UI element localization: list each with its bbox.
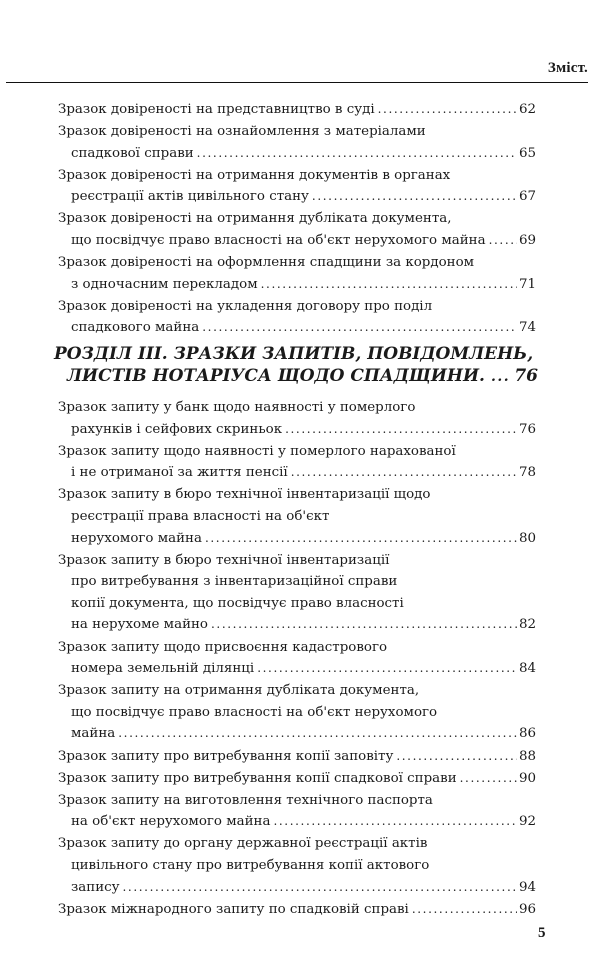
section-title-last-line	[54, 365, 538, 388]
toc-entry-text-line: запису	[71, 879, 120, 895]
toc-entry-text-line: що посвідчує право власності на об'єкт нерухомого	[71, 704, 438, 720]
dot-leader	[273, 811, 516, 833]
toc-entry[interactable]	[58, 397, 536, 440]
toc-entry-text-line: номера земельній ділянці	[71, 661, 255, 677]
toc-entry-page-number: 96	[518, 901, 536, 917]
toc-entry-text-line: Зразок запиту в бюро технічної інвентаризації	[58, 552, 390, 568]
toc-entry-text-line: реєстрації права власності на об'єкт	[71, 509, 330, 524]
toc-entry-text-line: Зразок міжнародного запиту по спадковій справі	[58, 901, 409, 917]
toc-entry-last-line	[58, 230, 536, 252]
section-title-line-2: ЛИСТІВ НОТАРІУСА ЩОДО СПАДЩИНИ.	[67, 366, 485, 387]
toc-entry-page-number: 74	[518, 320, 536, 336]
toc-entry-page-number: 78	[518, 465, 536, 481]
toc-entry[interactable]	[58, 441, 536, 484]
toc-entry-text-line: рахунків і сейфових скриньок	[71, 421, 283, 437]
toc-entry-text-line: з одночасним перекладом	[71, 276, 258, 292]
toc-entry[interactable]	[58, 99, 536, 121]
toc-entry-last-line	[58, 811, 536, 833]
dot-leader	[261, 274, 517, 296]
toc-entry-page-number: 67	[518, 189, 536, 205]
toc-entry-text-line: спадкового майна	[71, 320, 200, 336]
toc-entry-text-line: Зразок довіреності на отримання дубліката документа,	[58, 211, 452, 227]
toc-entry-text-line: про витребування з інвентаризаційної справи	[71, 574, 398, 590]
toc-entry-text-line: Зразок запиту у банк щодо наявності у померлого	[58, 400, 416, 416]
dot-leader	[197, 143, 517, 165]
toc-entry-last-line	[58, 614, 536, 636]
dot-leader	[378, 99, 517, 121]
dot-leader	[118, 723, 517, 745]
toc-entry-text-line: спадкової справи	[71, 145, 194, 161]
dot-leader	[123, 877, 517, 899]
dot-leader	[396, 746, 517, 768]
toc-entry-text-line: на нерухоме майно	[71, 617, 208, 633]
toc-entry[interactable]	[58, 790, 536, 833]
dot-leader	[489, 230, 517, 252]
dot-leader	[412, 899, 517, 921]
toc-entry-last-line	[58, 462, 536, 484]
toc-entry-text-line: Зразок довіреності на оформлення спадщини за кордоном	[58, 255, 475, 271]
toc-entry-text-line: Зразок довіреності на отримання документів в органах	[58, 167, 451, 183]
dot-leader	[460, 768, 517, 790]
toc-entry-last-line	[58, 746, 536, 768]
dot-leader	[202, 317, 517, 339]
toc-entry-text-line: Зразок запиту на виготовлення технічного паспорта	[58, 792, 433, 808]
dot-leader	[205, 528, 517, 550]
toc-entry-last-line	[58, 528, 536, 550]
toc-entry-text-line: Зразок довіреності на представництво в суді	[58, 102, 375, 117]
toc-entry[interactable]	[58, 252, 536, 295]
section-heading[interactable]	[54, 343, 538, 388]
toc-entry[interactable]	[58, 768, 536, 790]
toc-entry[interactable]	[58, 680, 536, 745]
toc-entry-text-line: що посвідчує право власності на об'єкт нерухомого майна	[71, 233, 486, 249]
toc-entry-text-line: на об'єкт нерухомого майна	[71, 814, 271, 830]
toc-entry[interactable]	[58, 296, 536, 339]
toc-entry-last-line	[58, 99, 536, 121]
table-of-contents	[54, 99, 538, 921]
toc-entry-text-line: Зразок запиту про витребування копії заповіту	[58, 748, 394, 764]
toc-entry-last-line	[58, 658, 536, 680]
toc-entry[interactable]	[58, 208, 536, 251]
running-head-title: Зміст.	[547, 60, 588, 76]
toc-entry-text-line: нерухомого майна	[71, 530, 202, 546]
page-number: 5	[538, 925, 546, 941]
toc-entry-page-number: 90	[518, 770, 536, 786]
header-rule	[6, 82, 588, 83]
toc-entry[interactable]	[58, 165, 536, 208]
toc-entry-text-line: Зразок запиту до органу державної реєстрації актів	[58, 836, 428, 852]
toc-entry-page-number: 84	[518, 661, 536, 677]
toc-entry-page-number: 82	[518, 617, 536, 633]
toc-entry-page-number: 69	[518, 233, 536, 249]
toc-entry-last-line	[58, 274, 536, 296]
section-title-line-1: РОЗДІЛ III. ЗРАЗКИ ЗАПИТІВ, ПОВІДОМЛЕНЬ,	[54, 344, 534, 365]
dot-leader	[257, 658, 517, 680]
toc-entry-last-line	[58, 317, 536, 339]
toc-entry-text-line: Зразок запиту на отримання дубліката документа,	[58, 683, 420, 699]
toc-entry-text-line: Зразок запиту щодо наявності у померлого нарахованої	[58, 443, 456, 459]
toc-entry-text-line: Зразок запиту щодо присвоєння кадастрового	[58, 639, 388, 655]
toc-entry[interactable]	[58, 637, 536, 680]
toc-entry[interactable]	[58, 833, 536, 898]
toc-entry-text-line: реєстрації актів цивільного стану	[71, 189, 309, 205]
toc-entry-page-number: 71	[518, 276, 536, 292]
toc-entry-page-number: 88	[518, 748, 536, 764]
dot-leader	[291, 462, 517, 484]
toc-entry[interactable]	[58, 550, 536, 636]
toc-entry-text-line: копії документа, що посвідчує право власності	[71, 595, 404, 611]
toc-entry-last-line	[58, 768, 536, 790]
toc-entry-text-line: Зразок довіреності на укладення договору про поділ	[58, 298, 433, 314]
toc-entry-last-line	[58, 143, 536, 165]
toc-entry-text-line: цивільного стану про витребування копії актового	[71, 858, 430, 873]
toc-entry-page-number: 92	[518, 814, 536, 830]
toc-entry-last-line	[58, 877, 536, 899]
section-page-number: 76	[514, 366, 538, 387]
dot-leader	[285, 419, 517, 441]
toc-entries-before	[58, 99, 536, 339]
toc-entry-last-line	[58, 723, 536, 745]
toc-entry[interactable]	[58, 746, 536, 768]
dot-leader	[312, 186, 517, 208]
toc-entry-text-line: Зразок довіреності на ознайомлення з матеріалами	[58, 124, 426, 140]
toc-entry-page-number: 62	[518, 102, 536, 117]
dot-leader	[491, 366, 510, 388]
toc-entries-after	[58, 397, 536, 920]
toc-entry-last-line	[58, 186, 536, 208]
toc-entry-text-line: Зразок запиту в бюро технічної інвентаризації щодо	[58, 487, 431, 503]
toc-entry-page-number: 65	[518, 145, 536, 161]
toc-entry-page-number: 80	[518, 530, 536, 546]
toc-entry-page-number: 94	[518, 879, 536, 895]
toc-entry-text-line: майна	[71, 726, 116, 742]
toc-entry-text-line: Зразок запиту про витребування копії спадкової справи	[58, 770, 457, 786]
toc-entry[interactable]	[58, 484, 536, 549]
toc-entry-page-number: 86	[518, 726, 536, 742]
toc-entry[interactable]	[58, 121, 536, 164]
toc-entry-page-number: 76	[518, 421, 536, 437]
toc-entry[interactable]	[58, 899, 536, 921]
toc-entry-text-line: і не отриманої за життя пенсії	[71, 465, 288, 481]
toc-entry-last-line	[58, 419, 536, 441]
toc-entry-last-line	[58, 899, 536, 921]
dot-leader	[211, 614, 517, 636]
